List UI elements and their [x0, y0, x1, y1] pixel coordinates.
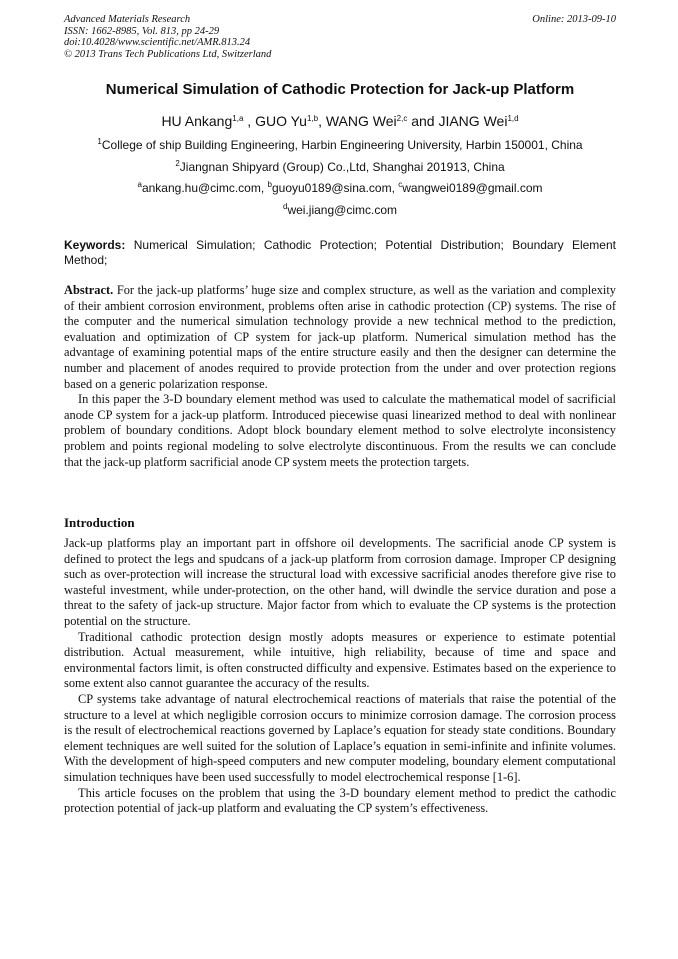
email-line-2	[64, 203, 616, 217]
online-date: Online: 2013-09-10	[532, 14, 616, 25]
journal-header	[64, 14, 616, 60]
journal-name: Advanced Materials Research	[64, 14, 191, 25]
paper-title: Numerical Simulation of Cathodic Protection for Jack-up Platform	[105, 81, 575, 98]
author-name: WANG Wei	[325, 113, 397, 129]
email-sup: b	[267, 180, 272, 189]
author-name: GUO Yu	[255, 113, 307, 129]
author-sup: 2,c	[396, 114, 408, 123]
keywords	[64, 238, 616, 267]
email-sup: a	[137, 180, 142, 189]
author-list: HU Ankang$^{1,a}$ , GUO Yu$^{1,b}$, WANG Wei$^{2,c}$ and JIANG Wei$^{1,d}$	[161, 113, 519, 129]
abstract-paragraph	[64, 283, 616, 392]
intro-paragraph: CP systems take advantage of natural electrochemical reactions of materials that raise the potential of the structure to a level at which negligible corrosion occurs to minimize corrosion damage. The corrosion process is the result of electrochemical reactions governed by Laplace’s equation for steady state conditions. Boundary element techniques are well suited for the solution of Laplace’s equation in semi-infinite and infinite volumes. With the development of high-speed computers and new computer modeling, boundary element computational simulation techniques have been used successfully to model electrochemical response [1-6].	[64, 691, 616, 784]
keywords-label: Keywords:	[64, 238, 126, 252]
email-line: $^a$ankang.hu@cimc.com, $^b$guoyu0189@sina.com, $^c$wangwei0189@gmail.com	[137, 180, 543, 195]
email-address[interactable]: guoyu0189@sina.com	[271, 181, 392, 195]
email-address[interactable]: wangwei0189@gmail.com	[402, 181, 543, 195]
author-sup: 1,b	[306, 114, 319, 123]
intro-paragraph: Traditional cathodic protection design mostly adopts measures or experience to estimate potential distribution. Actual measurement, while intuitive, high reliability, because of time and space and environmental factors limit, is often constructed difficulty and expensive. Estimates based on the experience to some extent also cannot guarantee the accuracy of the results.	[64, 629, 616, 691]
affiliation-1	[64, 138, 616, 152]
issn-line: ISSN: 1662-8985, Vol. 813, pp 24-29	[64, 25, 220, 37]
section-heading: Introduction	[64, 515, 135, 530]
abstract-label: Abstract.	[64, 283, 114, 297]
email-sup: d	[283, 202, 288, 211]
author-name: HU Ankang	[161, 113, 233, 129]
email-sup: c	[398, 180, 403, 189]
keywords-text: Numerical Simulation; Cathodic Protection; Potential Distribution; Boundary Element Method;	[64, 238, 616, 267]
author-name: JIANG Wei	[438, 113, 508, 129]
affiliation-2	[64, 160, 616, 174]
email-address[interactable]: ankang.hu@cimc.com	[141, 181, 261, 195]
intro-paragraph: Jack-up platforms play an important part in offshore oil developments. The sacrificial anode CP system is defined to protect the legs and spudcans of a jack-up platform from corrosion damage. Improper CP designing such as over-protection will increase the structural load with excessive sacrificial anodes therefore give rise to wasteful investment, while under-protection, on the other hand, will dwindle the service duration and pose a threat to the safety of jack-up structure. Major factor from which to evaluate the CP systems is the protection potential on the structure.	[64, 536, 616, 628]
introduction-body	[64, 536, 616, 817]
affiliation-text: College of ship Building Engineering, Harbin Engineering University, Harbin 150001, China	[101, 138, 583, 152]
abstract-text: For the jack-up platforms’ huge size and complex structure, as well as the variation and complexity of their ambient corrosion environment, problems often arise in cathodic protection (CP) systems. The rise of the computer and the numerical simulation technology provide a new technical method to the prediction, evaluation and optimization of CP system for jack-up platform. Numerical simulation method has the advantage of examining potential maps of the entire structure easily and then the designer can determine the number and placement of anodes required to provide protection from the under and over protection regions based on a generic polarization response.	[64, 283, 616, 391]
author-sup: 1,a	[232, 114, 244, 123]
abstract	[64, 283, 616, 470]
copyright-line: © 2013 Trans Tech Publications Ltd, Switzerland	[64, 48, 272, 60]
affiliation-sup: 1	[97, 137, 102, 146]
email-address[interactable]: wei.jiang@cimc.com	[287, 203, 397, 217]
affiliation-sup: 2	[175, 159, 180, 168]
author-sup: 1,d	[507, 114, 519, 123]
intro-paragraph: This article focuses on the problem that using the 3-D boundary element method to predict the cathodic protection potential of jack-up platform and evaluating the CP system’s effectiveness.	[64, 785, 616, 816]
abstract-paragraph: In this paper the 3-D boundary element method was used to calculate the mathematical model of sacrificial anode CP system for a jack-up platform. Introduced piecewise quasi linearized method to deal with nonlinear problem of boundary conditions. Adopt block boundary element method to solve electrolyte inconsistency problem and points regional modeling to solve electrolyte discontinuous. From the results we can conclude that the jack-up platform sacrificial anode CP system meets the protection targets.	[64, 392, 616, 469]
affiliation-text: Jiangnan Shipyard (Group) Co.,Ltd, Shanghai 201913, China	[179, 160, 505, 174]
doi-line: doi:10.4028/www.scientific.net/AMR.813.24	[64, 37, 251, 48]
